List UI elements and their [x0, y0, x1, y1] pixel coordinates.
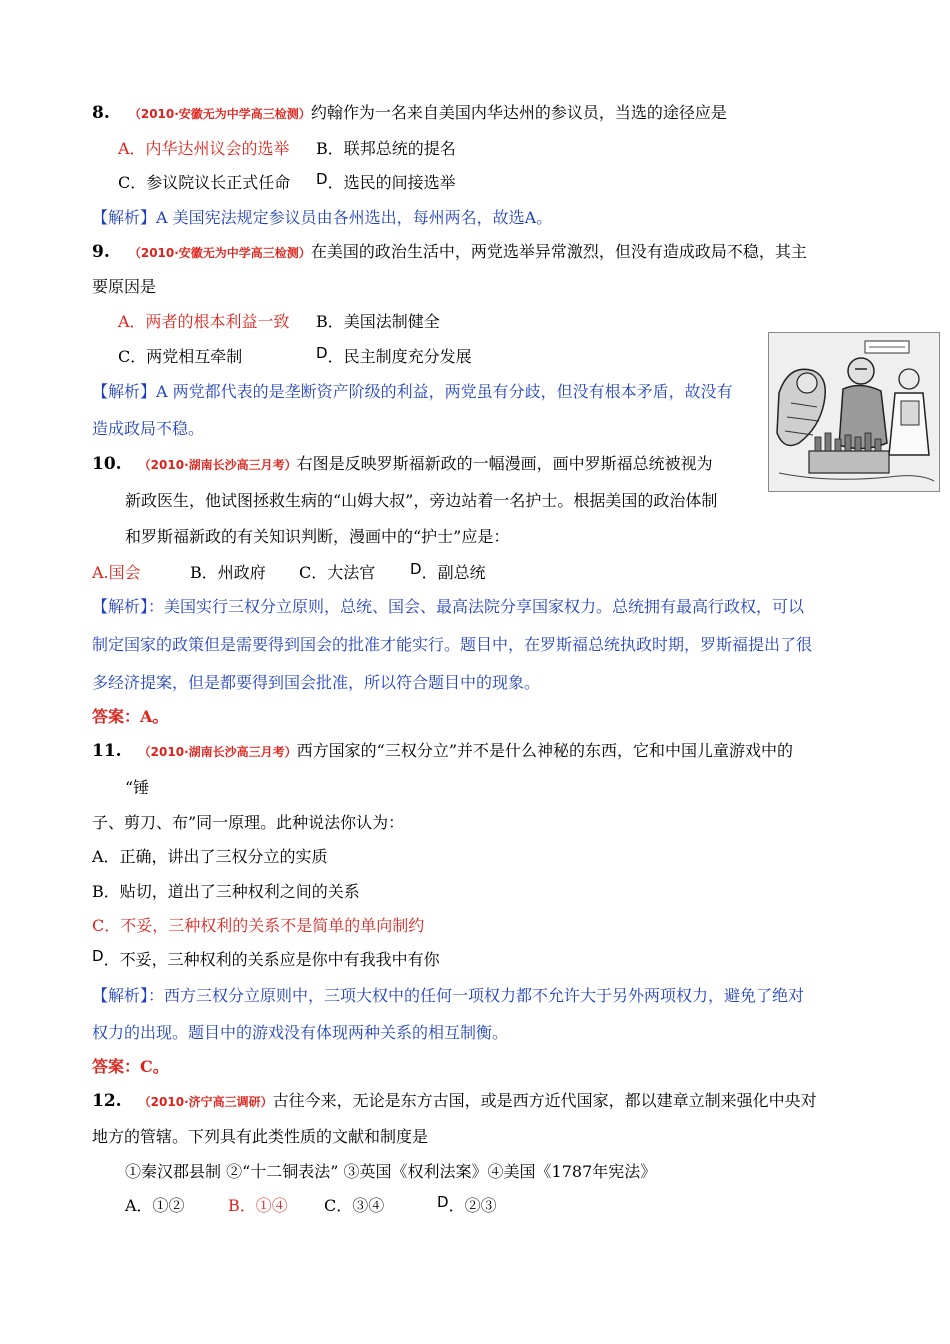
- option-d: [316, 346, 472, 368]
- question-number: 8.: [92, 103, 110, 123]
- question-number: 11.: [92, 741, 122, 761]
- question-source: （2010·安徽无为中学高三检测）: [128, 107, 311, 121]
- option-text: ．选民的间接选举: [327, 173, 456, 192]
- question-text: 西方国家的“三权分立”并不是什么神秘的东西，它和中国儿童游戏中的: [296, 741, 794, 760]
- question-number: 9.: [92, 242, 110, 262]
- option-letter: D: [410, 560, 422, 578]
- option-b: B．①④: [228, 1196, 288, 1215]
- question-8-stem: [92, 102, 727, 125]
- question-text-cont: 要原因是: [92, 277, 157, 296]
- option-d: [410, 562, 486, 584]
- analysis: 【解析】：美国实行三权分立原则，总统、国会、最高法院分享国家权力。总统拥有最高行政权，可以: [92, 597, 805, 616]
- question-source: （2010·济宁高三调研）: [138, 1095, 273, 1109]
- question-text: 古往今来，无论是东方古国，或是西方近代国家，都以建章立制来强化中央对: [272, 1091, 817, 1110]
- option-b: B．贴切，道出了三种权利之间的关系: [92, 882, 360, 901]
- option-b: B．州政府: [190, 563, 266, 582]
- option-text: ．民主制度充分发展: [327, 347, 472, 366]
- question-10-stem: [92, 453, 713, 476]
- question-text-cont: 子、剪刀、布”同一原理。此种说法你认为：: [92, 813, 405, 832]
- answer: 答案：A。: [92, 707, 169, 726]
- analysis-cont: 造成政局不稳。: [92, 419, 205, 438]
- question-source: （2010·湖南长沙高三月考）: [138, 458, 297, 472]
- question-text: 在美国的政治生活中，两党选举异常激烈，但没有造成政局不稳，其主: [310, 242, 807, 261]
- option-b: B．美国法制健全: [316, 312, 440, 331]
- question-text-cont: “锤: [125, 778, 150, 797]
- question-text: 右图是反映罗斯福新政的一幅漫画，画中罗斯福总统被视为: [296, 454, 713, 473]
- option-d: [92, 949, 440, 971]
- option-letter: D: [92, 947, 104, 965]
- option-text: ．②③: [448, 1196, 497, 1215]
- question-number: 12.: [92, 1091, 122, 1111]
- question-text-cont: 和罗斯福新政的有关知识判断，漫画中的“护士”应是：: [125, 527, 510, 546]
- question-9-stem: [92, 241, 807, 264]
- analysis: 【解析】A 两党都代表的是垄断资产阶级的利益，两党虽有分歧，但没有根本矛盾，故没有: [92, 382, 733, 401]
- option-a: A．两者的根本利益一致: [118, 312, 290, 331]
- question-source: （2010·安徽无为中学高三检测）: [128, 246, 311, 260]
- option-a: A.国会: [92, 563, 141, 582]
- analysis-cont: 制定国家的政策但是需要得到国会的批准才能实行。题目中，在罗斯福总统执政时期，罗斯福提出了很: [92, 635, 813, 654]
- option-text: ．不妥，三种权利的关系应是你中有我我中有你: [103, 950, 440, 969]
- question-text: 约翰作为一名来自美国内华达州的参议员，当选的途径应是: [310, 103, 727, 122]
- option-c: C．参议院议长正式任命: [118, 173, 291, 192]
- option-c: C．两党相互牵制: [118, 347, 243, 366]
- question-text-cont: 地方的管辖。下列具有此类性质的文献和制度是: [92, 1127, 429, 1146]
- option-a: A．正确，讲出了三权分立的实质: [92, 847, 328, 866]
- question-11-stem: [92, 740, 793, 763]
- option-text: ．副总统: [421, 563, 486, 582]
- statement-items: ①秦汉郡县制 ②“十二铜表法” ③英国《权利法案》④美国《1787年宪法》: [125, 1162, 657, 1181]
- analysis-cont: 多经济提案，但是都要得到国会批准，所以符合题目中的现象。: [92, 673, 541, 692]
- question-number: 10.: [92, 454, 122, 474]
- option-c: C．不妥，三种权利的关系不是简单的单向制约: [92, 916, 425, 935]
- option-letter: D: [316, 344, 328, 362]
- answer: 答案：C。: [92, 1057, 169, 1076]
- question-source: （2010·湖南长沙高三月考）: [138, 745, 297, 759]
- option-a: A．①②: [125, 1196, 185, 1215]
- roosevelt-cartoon-image: [768, 332, 940, 492]
- question-text-cont: 新政医生，他试图拯救生病的“山姆大叔”，旁边站着一名护士。根据美国的政治体制: [125, 491, 718, 510]
- option-c: C．大法官: [299, 563, 376, 582]
- analysis: 【解析】A 美国宪法规定参议员由各州选出，每州两名，故选A。: [92, 208, 553, 227]
- option-a: A．内华达州议会的选举: [118, 139, 290, 158]
- analysis: 【解析】：西方三权分立原则中，三项大权中的任何一项权力都不允许大于另外两项权力，避免了绝对: [92, 986, 805, 1005]
- option-b: B．联邦总统的提名: [316, 139, 456, 158]
- question-12-stem: [92, 1090, 817, 1113]
- option-c: C．③④: [324, 1196, 385, 1215]
- option-d: [316, 172, 456, 194]
- option-d: [437, 1195, 497, 1217]
- option-letter: D: [316, 170, 328, 188]
- analysis-cont: 权力的出现。题目中的游戏没有体现两种关系的相互制衡。: [92, 1023, 509, 1042]
- option-letter: D: [437, 1193, 449, 1211]
